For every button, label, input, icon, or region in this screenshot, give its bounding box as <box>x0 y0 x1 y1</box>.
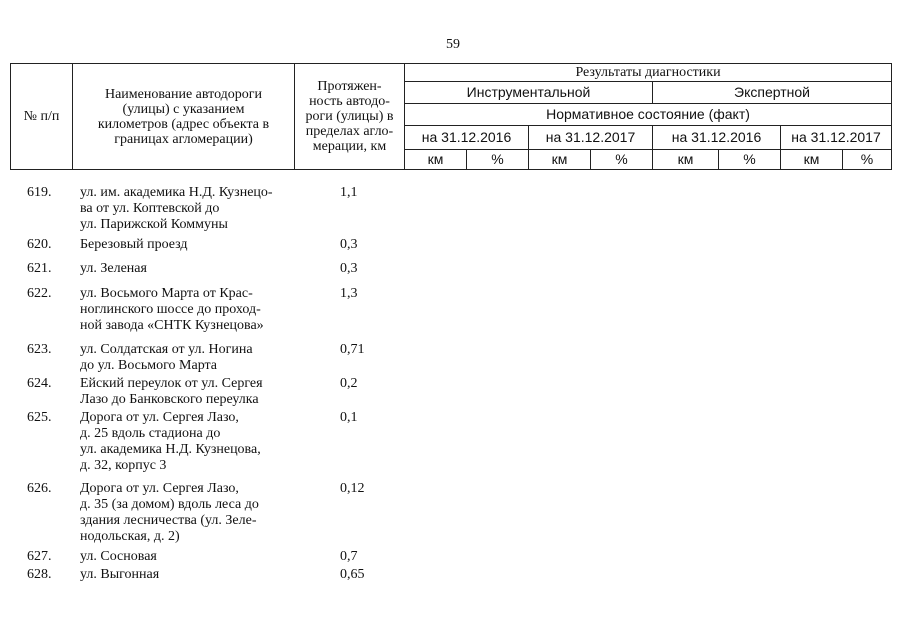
row-number: 625. <box>27 410 52 425</box>
header-date-1: на 31.12.2016 <box>405 126 529 150</box>
header-expert: Экспертной <box>653 82 892 104</box>
header-date-2: на 31.12.2017 <box>529 126 653 150</box>
row-number: 623. <box>27 342 52 357</box>
row-number: 619. <box>27 185 52 200</box>
road-length: 0,12 <box>340 481 365 496</box>
row-number: 624. <box>27 376 52 391</box>
road-name: ул. Зеленая <box>80 261 147 276</box>
header-unit: % <box>467 150 529 170</box>
road-length: 0,65 <box>340 567 365 582</box>
road-name: ул. Выгонная <box>80 567 160 582</box>
header-num: № п/п <box>11 64 73 170</box>
row-number: 626. <box>27 481 52 496</box>
header-table <box>10 63 892 170</box>
header-date-4: на 31.12.2017 <box>781 126 892 150</box>
road-name: ул. им. академика Н.Д. Кузнецо- ва от ул. Коптевской до ул. Парижской Коммуны <box>80 185 273 232</box>
row-number: 628. <box>27 567 52 582</box>
road-length: 0,1 <box>340 410 358 425</box>
road-name: Дорога от ул. Сергея Лазо, д. 25 вдоль стадиона до ул. академика Н.Д. Кузнецова, д. 32, корпус 3 <box>80 410 261 473</box>
road-length: 1,1 <box>340 185 358 200</box>
road-length: 1,3 <box>340 286 358 301</box>
header-instrumental: Инструментальной <box>405 82 653 104</box>
road-name: Березовый проезд <box>80 237 188 252</box>
road-name: ул. Восьмого Марта от Крас- ноглинского шоссе до проход- ной завода «СНТК Кузнецова» <box>80 286 264 333</box>
road-length: 0,2 <box>340 376 358 391</box>
header-unit: % <box>843 150 892 170</box>
row-number: 620. <box>27 237 52 252</box>
header-unit: км <box>405 150 467 170</box>
road-length: 0,71 <box>340 342 365 357</box>
row-number: 627. <box>27 549 52 564</box>
header-date-3: на 31.12.2016 <box>653 126 781 150</box>
road-name: Дорога от ул. Сергея Лазо, д. 35 (за домом) вдоль леса до здания лесничества (ул. Зеле- нодольская, д. 2) <box>80 481 259 544</box>
header-unit: % <box>591 150 653 170</box>
header-unit: км <box>653 150 719 170</box>
header-results: Результаты диагностики <box>405 64 892 82</box>
road-length: 0,3 <box>340 261 358 276</box>
row-number: 622. <box>27 286 52 301</box>
header-unit: км <box>529 150 591 170</box>
road-length: 0,7 <box>340 549 358 564</box>
header-unit: км <box>781 150 843 170</box>
page-number: 59 <box>446 37 460 52</box>
road-name: ул. Солдатская от ул. Ногина до ул. Восьмого Марта <box>80 342 253 373</box>
road-name: ул. Сосновая <box>80 549 157 564</box>
header-unit: % <box>719 150 781 170</box>
header-length: Протяжен-ность автодо-роги (улицы) в пределах агло-мерации, км <box>295 64 405 170</box>
header-name: Наименование автодороги (улицы) с указанием километров (адрес объекта в границах агломерации) <box>73 64 295 170</box>
header-normative: Нормативное состояние (факт) <box>405 104 892 126</box>
road-name: Ейский переулок от ул. Сергея Лазо до Банковского переулка <box>80 376 263 407</box>
row-number: 621. <box>27 261 52 276</box>
road-length: 0,3 <box>340 237 358 252</box>
